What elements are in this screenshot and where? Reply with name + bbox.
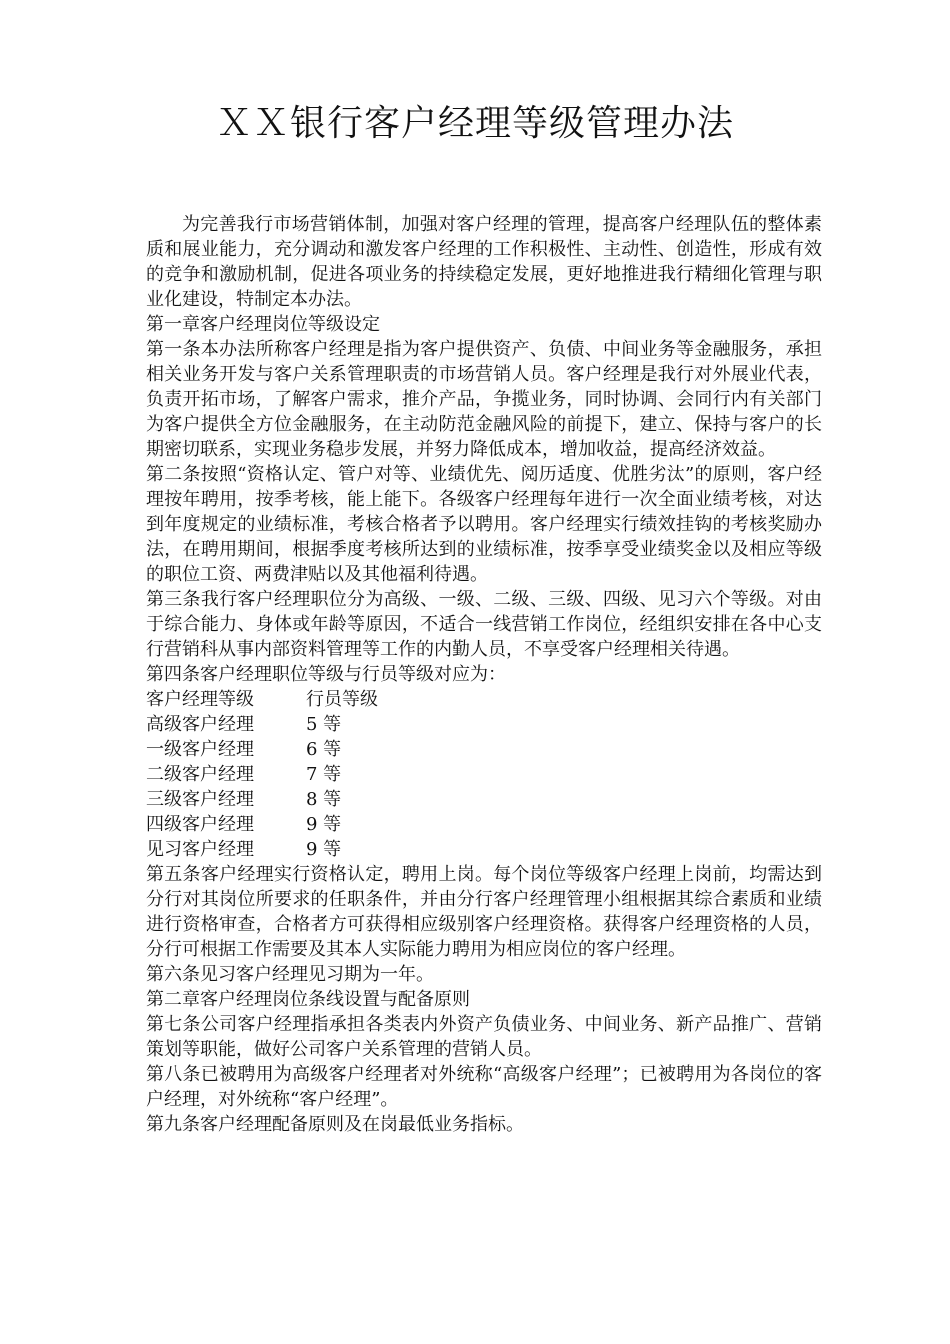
article-paragraph: 第三条我行客户经理职位分为高级、一级、二级、三级、四级、见习六个等级。对由于综合能力、身体或年龄等原因，不适合一线营销工作岗位，经组织安排在各中心支行营销科从事内部资料管理等工作的内勤人员，不享受客户经理相关待遇。: [146, 589, 822, 660]
table-cell: 高级客户经理: [146, 714, 254, 735]
article-paragraph: 第五条客户经理实行资格认定，聘用上岗。每个岗位等级客户经理上岗前，均需达到分行对其岗位所要求的任职条件，并由分行客户经理管理小组根据其综合素质和业绩进行资格审查，合格者方可获得相应级别客户经理资格。获得客户经理资格的人员，分行可根据工作需要及其本人实际能力聘用为相应岗位的客户经理。: [146, 864, 822, 960]
article-paragraph: 第二条按照“资格认定、管户对等、业绩优先、阅历适度、优胜劣汰”的原则，客户经理按年聘用，按季考核，能上能下。各级客户经理每年进行一次全面业绩考核，对达到年度规定的业绩标准，考核合格者予以聘用。客户经理实行绩效挂钩的考核奖励办法，在聘用期间，根据季度考核所达到的业绩标准，按季享受业绩奖金以及相应等级的职位工资、两费津贴以及其他福利待遇。: [146, 464, 822, 585]
intro-paragraph: 为完善我行市场营销体制，加强对客户经理的管理，提高客户经理队伍的整体素质和展业能力，充分调动和激发客户经理的工作积极性、主动性、创造性，形成有效的竞争和激励机制，促进各项业务的持续稳定发展，更好地推进我行精细化管理与职业化建设，特制定本办法。: [146, 214, 822, 310]
table-cell: 6 等: [306, 739, 342, 760]
document-title: ＸＸ银行客户经理等级管理办法: [215, 103, 734, 144]
table-cell: 一级客户经理: [146, 739, 254, 760]
article-paragraph: 第六条见习客户经理见习期为一年。: [146, 964, 434, 985]
table-cell: 5 等: [306, 714, 342, 735]
table-row: [146, 812, 378, 837]
table-cell: 见习客户经理: [146, 839, 254, 860]
table-header-cell: 客户经理等级: [146, 689, 254, 710]
table-cell: 9 等: [306, 814, 342, 835]
table-header-row: [146, 687, 378, 712]
table-cell: 8 等: [306, 789, 342, 810]
table-row: [146, 837, 378, 862]
table-cell: 7 等: [306, 764, 342, 785]
document-body: [146, 212, 822, 1137]
article-paragraph: 第九条客户经理配备原则及在岗最低业务指标。: [146, 1114, 524, 1135]
table-header-cell: 行员等级: [306, 689, 378, 710]
table-row: [146, 762, 378, 787]
article-paragraph: 第七条公司客户经理指承担各类表内外资产负债业务、中间业务、新产品推广、营销策划等职能，做好公司客户关系管理的营销人员。: [146, 1014, 822, 1060]
grade-mapping-table: [146, 687, 378, 862]
table-row: [146, 787, 378, 812]
table-cell: 三级客户经理: [146, 789, 254, 810]
chapter-heading: 第一章客户经理岗位等级设定: [146, 314, 380, 335]
chapter-heading: 第二章客户经理岗位条线设置与配备原则: [146, 989, 470, 1010]
table-row: [146, 737, 378, 762]
article-paragraph: 第八条已被聘用为高级客户经理者对外统称“高级客户经理”；已被聘用为各岗位的客户经理，对外统称“客户经理”。: [146, 1064, 822, 1110]
article-paragraph: 第四条客户经理职位等级与行员等级对应为：: [146, 664, 506, 685]
table-cell: 四级客户经理: [146, 814, 254, 835]
table-cell: 二级客户经理: [146, 764, 254, 785]
article-paragraph: 第一条本办法所称客户经理是指为客户提供资产、负债、中间业务等金融服务，承担相关业务开发与客户关系管理职责的市场营销人员。客户经理是我行对外展业代表，负责开拓市场，了解客户需求，推介产品，争揽业务，同时协调、会同行内有关部门为客户提供全方位金融服务，在主动防范金融风险的前提下，建立、保持与客户的长期密切联系，实现业务稳步发展，并努力降低成本，增加收益，提高经济效益。: [146, 339, 822, 460]
table-row: [146, 712, 378, 737]
table-cell: 9 等: [306, 839, 342, 860]
